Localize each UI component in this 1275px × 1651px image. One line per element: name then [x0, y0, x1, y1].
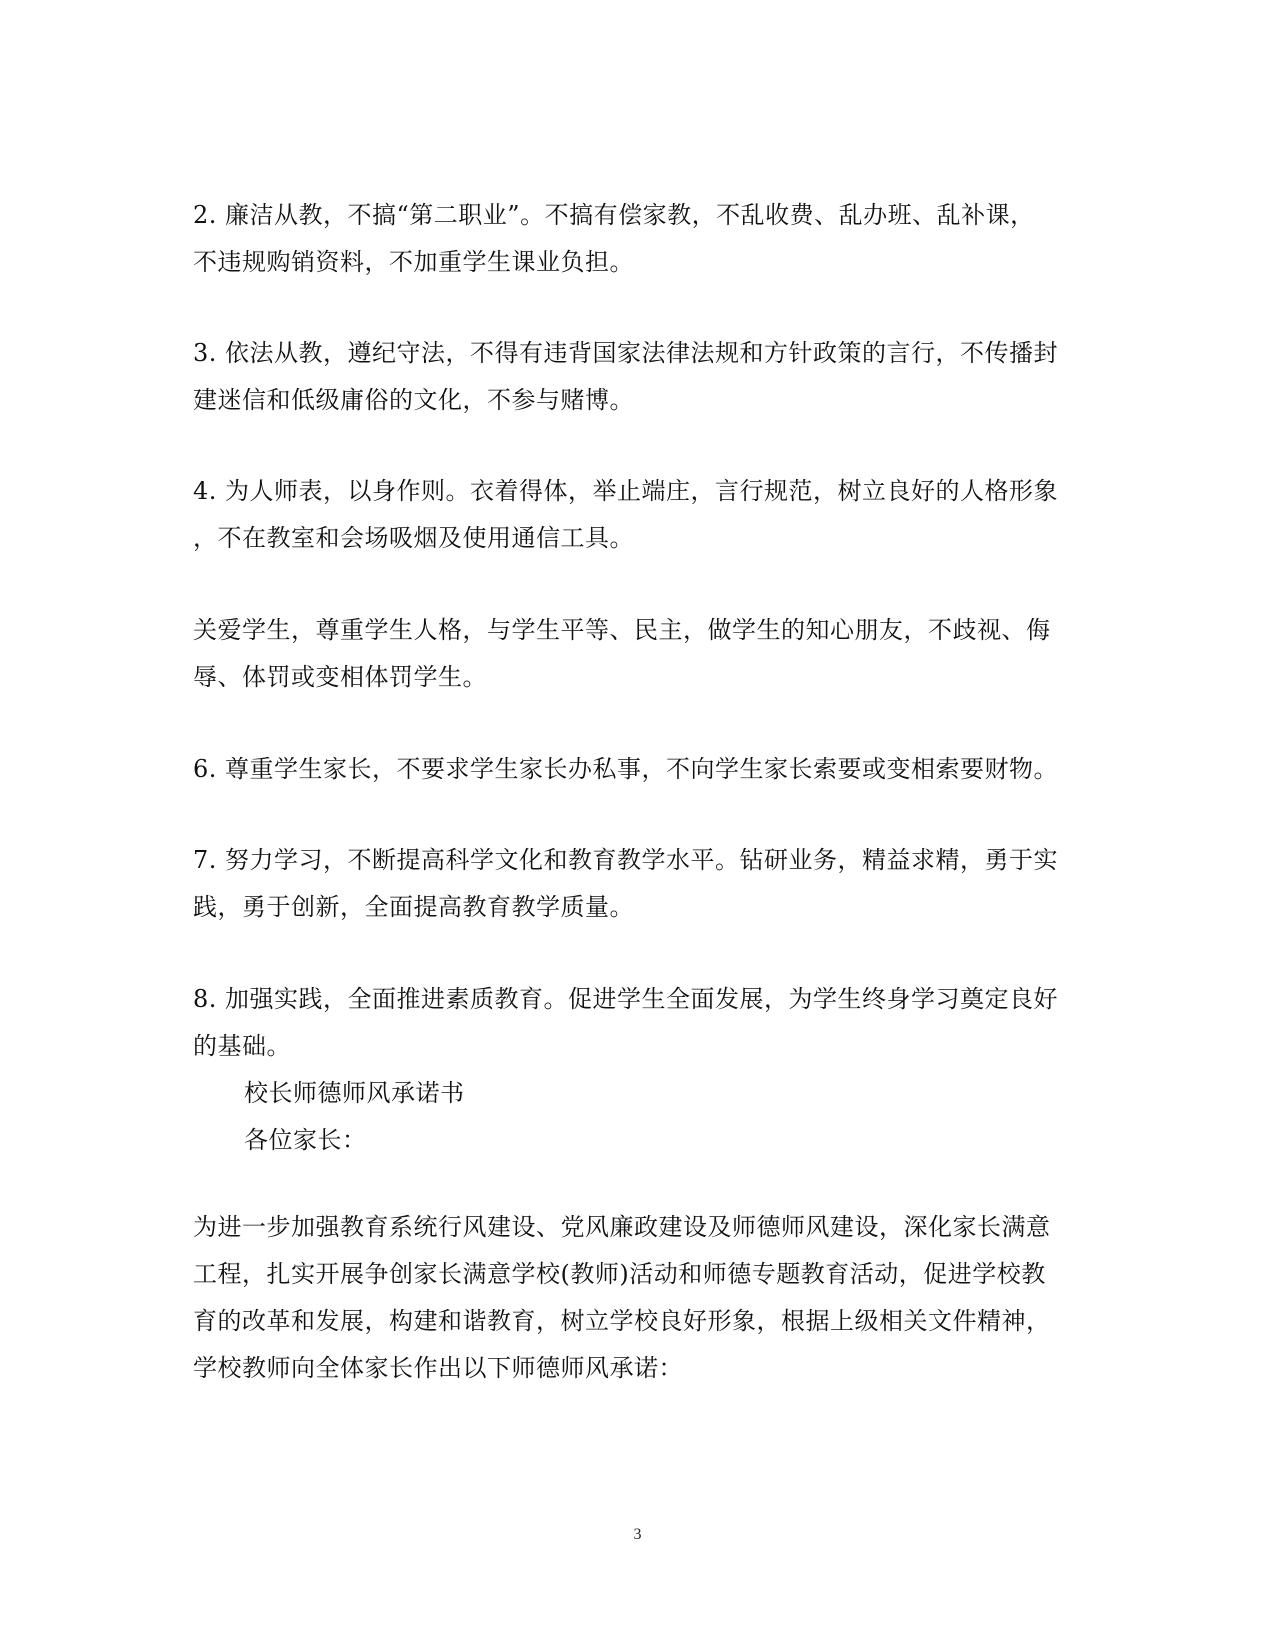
paragraph-item-4 [193, 468, 1073, 562]
paragraph-item-3 [193, 330, 1073, 424]
paragraph-item-5 [193, 607, 1073, 701]
page-number: 3 [633, 1526, 642, 1543]
paragraph-line: 8. 加强实践，全面推进素质教育。促进学生全面发展，为学生终身学习奠定良好 [193, 985, 1059, 1013]
paragraph-line: 学校教师向全体家长作出以下师德师风承诺： [193, 1354, 683, 1382]
paragraph-item-6 [193, 746, 1073, 793]
paragraph-line: ，不在教室和会场吸烟及使用通信工具。 [193, 524, 634, 552]
paragraph-line: 7. 努力学习，不断提高科学文化和教育教学水平。钻研业务，精益求精，勇于实 [193, 846, 1059, 874]
salutation: 各位家长： [244, 1126, 367, 1154]
paragraph-line: 3. 依法从教，遵纪守法，不得有违背国家法律法规和方针政策的言行，不传播封 [193, 339, 1059, 367]
paragraph-line: 育的改革和发展，构建和谐教育，树立学校良好形象，根据上级相关文件精神， [193, 1307, 1051, 1335]
paragraph-line: 建迷信和低级庸俗的文化，不参与赌博。 [193, 386, 634, 414]
closing-paragraph [193, 1204, 1073, 1392]
letter-heading: 校长师德师风承诺书 [244, 1079, 465, 1107]
paragraph-line: 不违规购销资料，不加重学生课业负担。 [193, 248, 634, 276]
paragraph-line: 工程，扎实开展争创家长满意学校(教师)活动和师德专题教育活动，促进学校教 [193, 1260, 1046, 1288]
paragraph-line: 关爱学生，尊重学生人格，与学生平等、民主，做学生的知心朋友，不歧视、侮 [193, 616, 1051, 644]
paragraph-line: 践，勇于创新，全面提高教育教学质量。 [193, 893, 634, 921]
paragraph-line: 4. 为人师表，以身作则。衣着得体，举止端庄，言行规范，树立良好的人格形象 [193, 477, 1059, 505]
paragraph-line: 2. 廉洁从教，不搞“第二职业”。不搞有偿家教，不乱收费、乱办班、乱补课， [193, 201, 1035, 229]
paragraph-line: 为进一步加强教育系统行风建设、党风廉政建设及师德师风建设，深化家长满意 [193, 1213, 1051, 1241]
paragraph-line: 辱、体罚或变相体罚学生。 [193, 663, 487, 691]
paragraph-item-8 [193, 976, 1073, 1070]
paragraph-line: 6. 尊重学生家长，不要求学生家长办私事，不向学生家长索要或变相索要财物。 [193, 755, 1059, 783]
paragraph-line: 的基础。 [193, 1032, 291, 1060]
paragraph-item-7 [193, 837, 1073, 931]
paragraph-item-2 [193, 192, 1073, 286]
